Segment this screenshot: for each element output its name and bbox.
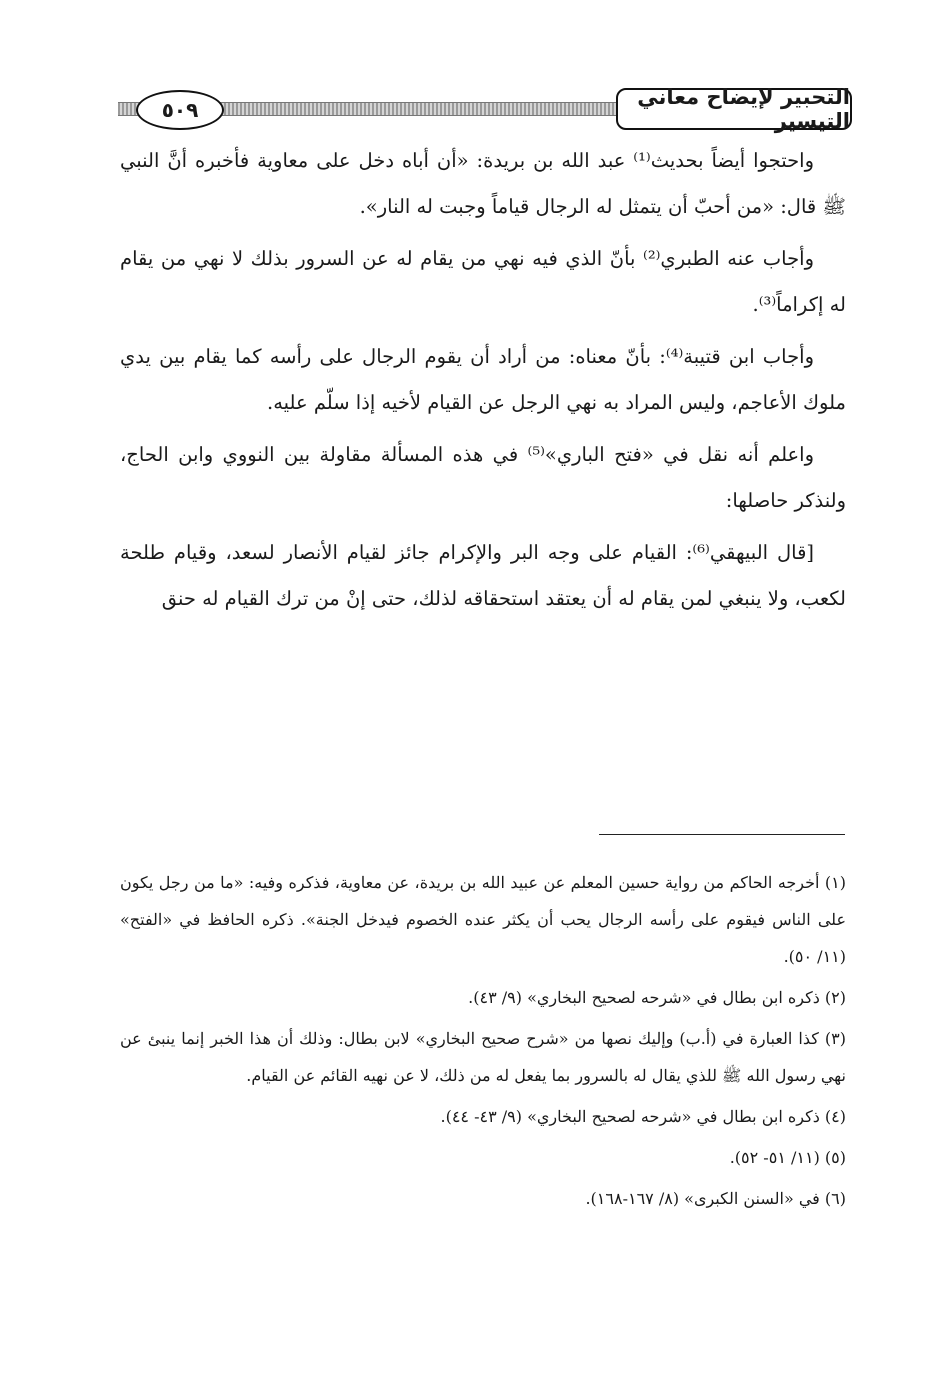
footnote: (٤) ذكره ابن بطال في «شرحه لصحيح البخاري» (٩/ ٤٣- ٤٤). [440,1107,846,1126]
footnote: (٥) (١١/ ٥١- ٥٢). [729,1148,846,1167]
running-title: التحبير لإيضاح معاني التيسير [616,88,852,130]
footnotes [120,864,846,1221]
footnote: (١) أخرجه الحاكم من رواية حسين المعلم عن عبيد الله بن بريدة، عن معاوية، فذكره وفيه: «ما من رجل يكون على الناس فيقوم على رأسه الرجال يحب أن يكثر عنده الخصوم فيدخل الجنة». ذكره الحافظ في «الفتح» (١١/ ٥٠). [120,873,846,966]
paragraph: [قال البيهقي⁽⁶⁾: القيام على وجه البر والإكرام جائز لقيام الأنصار لسعد، وقيام طلحة لكعب، ولا ينبغي لمن يقام له أن يعتقد استحقاقه لذلك، حتى إنْ من ترك القيام له حنق [120,541,846,610]
paragraph: واحتجوا أيضاً بحديث⁽¹⁾ عبد الله بن بريدة: «أن أباه دخل على معاوية فأخبره أنَّ النبي ﷺ قال: «من أحبّ أن يتمثل له الرجال قياماً وجبت له النار». [120,149,846,218]
main-text [120,138,846,628]
header-decorative-band [196,102,622,116]
page-header [118,86,852,136]
paragraph: واعلم أنه نقل في «فتح الباري»⁽⁵⁾ في هذه المسألة مقاولة بين النووي وابن الحاج، ولنذكر حاصلها: [120,443,846,512]
footnote: (٣) كذا العبارة في (أ.ب) وإليك نصها من «شرح صحيح البخاري» لابن بطال: وذلك أن هذا الخبر إنما ينبئ عن نهي رسول الله ﷺ للذي يقال له بالسرور بما يفعل له من ذلك، لا عن نهيه القائم عن القيام. [120,1029,846,1085]
footnote-separator [599,834,845,835]
paragraph: وأجاب عنه الطبري⁽²⁾ بأنّ الذي فيه نهي من يقام له عن السرور بذلك لا نهي من يقام له إكراماً⁽³⁾. [120,247,846,316]
paragraph: وأجاب ابن قتيبة⁽⁴⁾: بأنّ معناه: من أراد أن يقوم الرجال على رأسه كما يقام بين يدي ملوك الأعاجم، وليس المراد به نهي الرجل عن القيام لأخيه إذا سلّم عليه. [120,345,846,414]
page-number: ٥٠٩ [136,90,224,130]
footnote: (٢) ذكره ابن بطال في «شرحه لصحيح البخاري» (٩/ ٤٣). [468,988,846,1007]
footnote: (٦) في «السنن الكبرى» (٨/ ١٦٧-١٦٨). [585,1189,846,1208]
